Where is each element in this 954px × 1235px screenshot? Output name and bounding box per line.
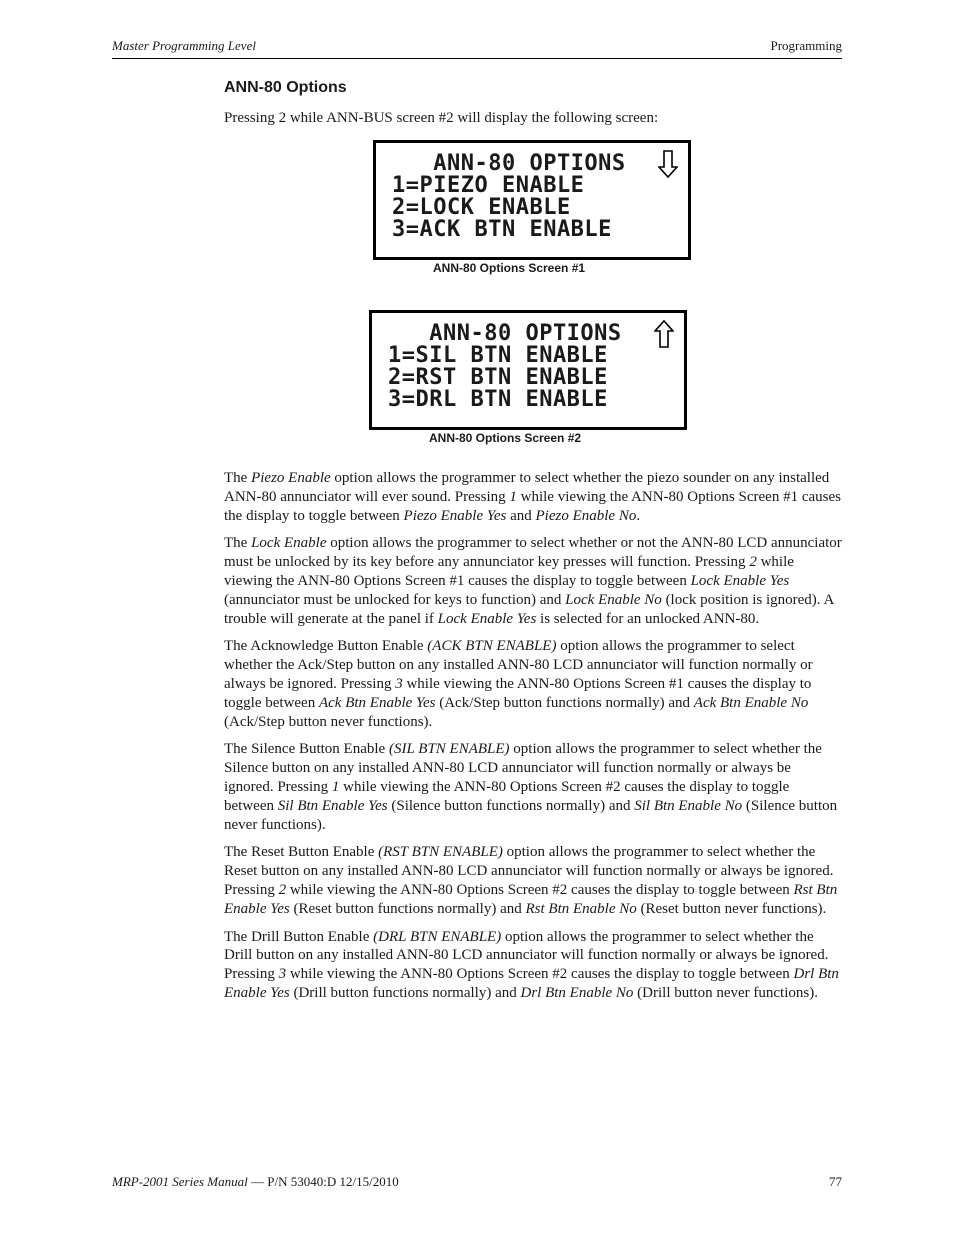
- lcd-line: 1=PIEZO ENABLE: [392, 173, 585, 198]
- header-section-title: Master Programming Level: [112, 38, 256, 53]
- paragraph-drl-btn-enable: [224, 928, 842, 1003]
- emphasized-text: Lock Enable Yes: [690, 572, 790, 589]
- emphasized-text: 2: [749, 554, 757, 571]
- text-run: while viewing the ANN-80 Options Screen #2 causes the display to toggle between: [286, 881, 794, 898]
- emphasized-text: Drl Btn Enable No: [520, 984, 634, 1001]
- lcd-line: 3=ACK BTN ENABLE: [392, 217, 612, 242]
- text-run: (Drill button never functions).: [633, 984, 818, 1001]
- text-run: (Silence button functions normally) and: [387, 797, 635, 814]
- text-run: is selected for an unlocked ANN-80.: [536, 610, 760, 627]
- text-run: (annunciator must be unlocked for keys to function) and: [224, 591, 566, 608]
- paragraph-piezo-enable: [224, 469, 842, 525]
- down-arrow-icon: [658, 150, 678, 178]
- emphasized-text: (SIL BTN ENABLE): [388, 741, 510, 758]
- emphasized-text: 3: [395, 675, 403, 692]
- emphasized-text: Lock Enable: [251, 535, 327, 552]
- paragraph-ack-btn-enable: [224, 637, 842, 731]
- lcd-screen-1: [373, 140, 691, 260]
- text-run: option allows the programmer to select whether or not the ANN-80 LCD annunciator must be unlocked by its key before any annunciator key presses will function. Pressing: [224, 535, 842, 571]
- text-run: while viewing the ANN-80 Options Screen #2 causes the display to toggle between: [286, 966, 794, 983]
- page-header: [112, 38, 842, 59]
- lcd-screen-2: [369, 310, 687, 430]
- text-run: (Drill button functions normally) and: [289, 984, 521, 1001]
- text-run: and: [506, 507, 536, 524]
- text-run: while viewing the ANN-80 Options Screen #1 causes the display to toggle between: [224, 675, 812, 711]
- text-run: (Ack/Step button functions normally) and: [435, 694, 694, 711]
- emphasized-text: Ack Btn Enable Yes: [318, 694, 436, 711]
- text-run: (lock position is ignored). A trouble will generate at the panel if: [224, 591, 834, 627]
- paragraph-sil-btn-enable: [224, 740, 842, 834]
- text-run: option allows the programmer to select whether the Drill button on any installed ANN-80 LCD annunciator will function normally or always be ignored. Pressing: [224, 928, 829, 983]
- lcd-line: ANN-80 OPTIONS: [392, 151, 626, 176]
- paragraph-lock-enable: [224, 534, 842, 628]
- emphasized-text: Drl Btn Enable Yes: [224, 966, 839, 1001]
- text-run: while viewing the ANN-80 Options Screen #1 causes the display to toggle between: [224, 488, 841, 524]
- emphasized-text: (DRL BTN ENABLE): [373, 928, 502, 945]
- text-run: The Acknowledge Button Enable: [224, 638, 428, 655]
- emphasized-text: Rst Btn Enable No: [525, 900, 637, 917]
- text-run: option allows the programmer to select whether the Ack/Step button on any installed ANN-80 LCD annunciator will function normally or always be ignored. Pressing: [224, 638, 813, 692]
- text-run: The Silence Button Enable: [224, 741, 389, 758]
- screen-1-caption: ANN-80 Options Screen #1: [433, 261, 586, 275]
- header-chapter-title: Programming: [770, 38, 842, 53]
- emphasized-text: 1: [509, 488, 517, 505]
- screen-2-caption: ANN-80 Options Screen #2: [429, 431, 582, 445]
- text-run: option allows the programmer to select whether the Silence button on any installed ANN-80 LCD annunciator will function normally or always be ignored. Pressing: [224, 741, 822, 795]
- body-text: [224, 469, 842, 1012]
- text-run: option allows the programmer to select whether the piezo sounder on any installed ANN-80 annunciator will ever sound. Pressing: [224, 470, 830, 505]
- text-run: The Reset Button Enable: [224, 844, 379, 861]
- text-run: The: [224, 535, 252, 552]
- page-number: 77: [829, 1174, 842, 1189]
- up-arrow-icon: [654, 320, 674, 348]
- emphasized-text: (RST BTN ENABLE): [378, 844, 503, 861]
- emphasized-text: Lock Enable Yes: [437, 610, 537, 627]
- text-run: (Reset button never functions).: [636, 900, 827, 917]
- footer-part-number: — P/N 53040:D 12/15/2010: [247, 1174, 399, 1189]
- lcd-line: ANN-80 OPTIONS: [388, 321, 622, 346]
- emphasized-text: Piezo Enable No: [535, 507, 637, 524]
- footer-manual-info: [112, 1174, 399, 1190]
- emphasized-text: 1: [331, 778, 340, 795]
- lcd-line: 2=RST BTN ENABLE: [388, 365, 608, 390]
- emphasized-text: Piezo Enable Yes: [403, 507, 507, 524]
- text-run: (Silence button never functions).: [224, 797, 838, 833]
- text-run: The: [224, 470, 252, 486]
- emphasized-text: Sil Btn Enable No: [634, 797, 743, 814]
- emphasized-text: Lock Enable No: [565, 591, 662, 608]
- emphasized-text: Rst Btn Enable Yes: [224, 881, 838, 917]
- section-heading: ANN-80 Options: [224, 79, 347, 96]
- lcd-line: 2=LOCK ENABLE: [392, 195, 571, 220]
- text-run: (Reset button functions normally) and: [289, 900, 526, 917]
- text-run: option allows the programmer to select whether the Reset button on any installed ANN-80 LCD annunciator will function normally or always be ignored. Pressing: [224, 844, 834, 898]
- emphasized-text: (ACK BTN ENABLE): [427, 638, 557, 655]
- emphasized-text: Ack Btn Enable No: [693, 694, 809, 711]
- text-run: while viewing the ANN-80 Options Screen #2 causes the display to toggle between: [224, 778, 790, 814]
- lcd-line: 1=SIL BTN ENABLE: [388, 343, 608, 368]
- text-run: while viewing the ANN-80 Options Screen #1 causes the display to toggle between: [224, 554, 794, 589]
- emphasized-text: 2: [278, 881, 287, 898]
- lcd-line: 3=DRL BTN ENABLE: [388, 387, 608, 412]
- footer-manual-title: MRP-2001 Series Manual: [112, 1174, 248, 1189]
- emphasized-text: Sil Btn Enable Yes: [277, 797, 388, 814]
- emphasized-text: Piezo Enable: [251, 470, 331, 486]
- text-run: .: [636, 507, 641, 524]
- emphasized-text: 3: [278, 966, 287, 983]
- text-run: The Drill Button Enable: [224, 928, 374, 945]
- paragraph-rst-btn-enable: [224, 843, 842, 918]
- intro-paragraph: Pressing 2 while ANN-BUS screen #2 will display the following screen:: [224, 110, 659, 126]
- text-run: (Ack/Step button never functions).: [224, 713, 433, 730]
